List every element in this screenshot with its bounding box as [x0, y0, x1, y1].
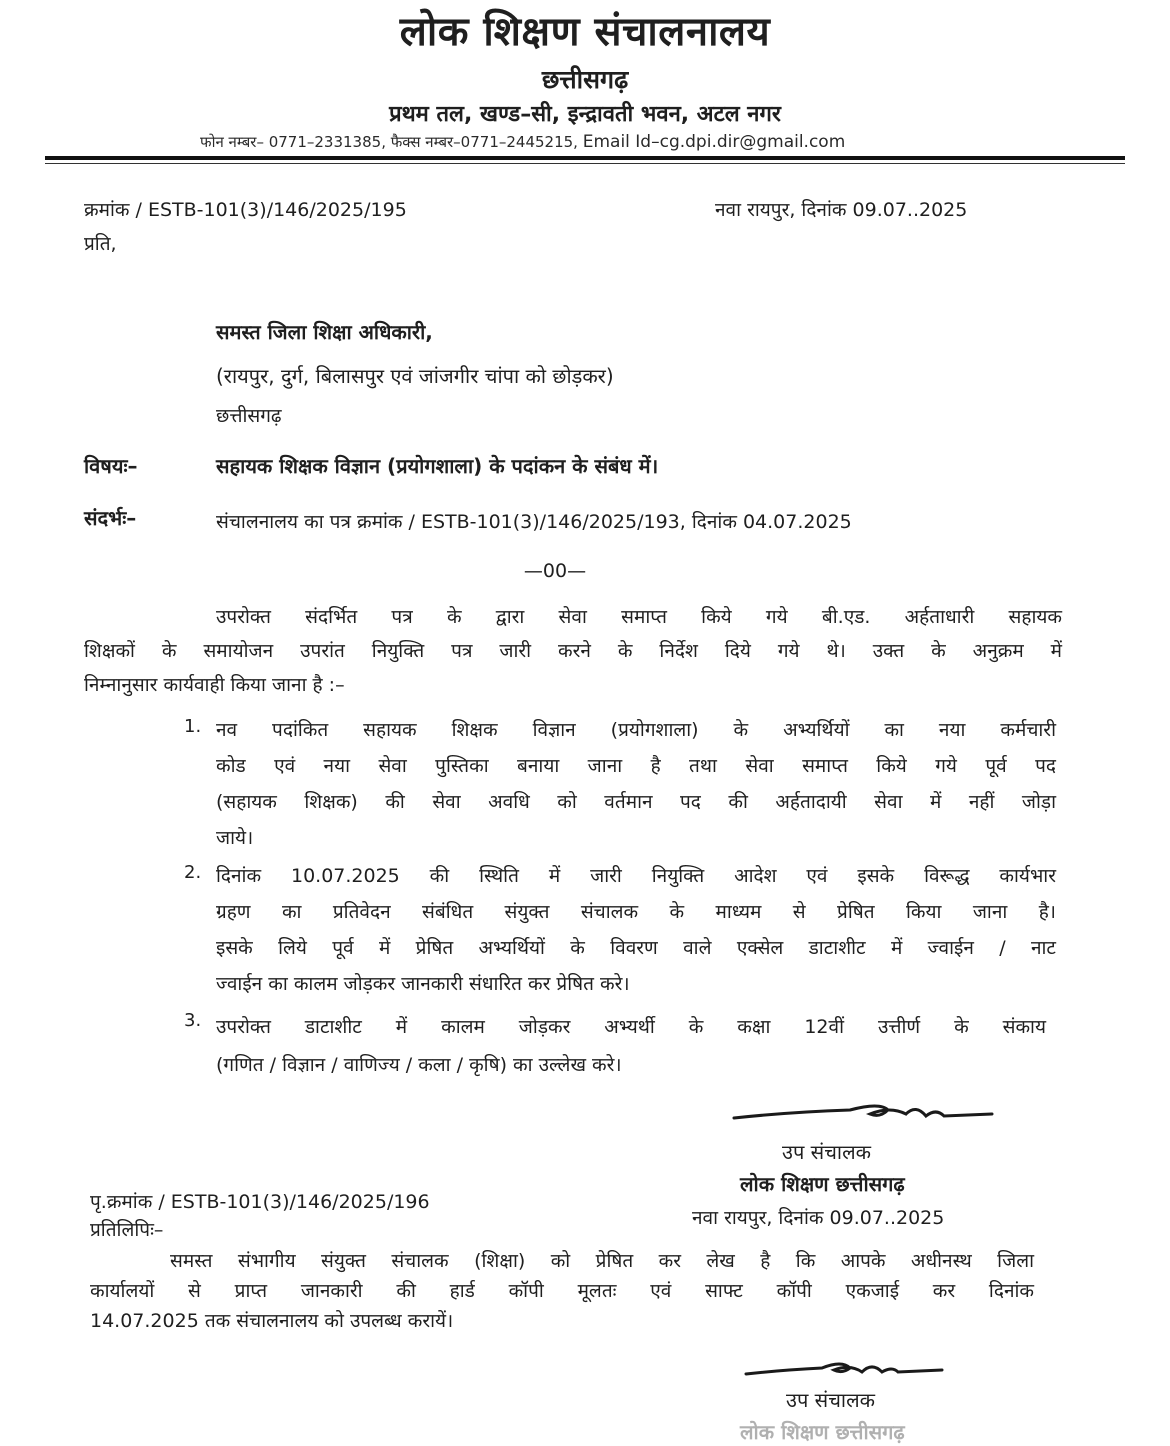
item-1-number: 1.: [184, 716, 202, 737]
letter-ref-number: क्रमांक / ESTB-101(3)/146/2025/195: [84, 199, 407, 221]
letterhead-contact: [200, 132, 845, 152]
subject-text: सहायक शिक्षक विज्ञान (प्रयोगशाला) के पदांकन के संबंध में।: [216, 454, 659, 478]
copy-line-2: कार्यालयों से प्राप्त जानकारी की हार्ड कॉपी मूलतः एवं साफ्ट कॉपी एकजाई कर दिनांक: [90, 1280, 1034, 1302]
letter-date: नवा रायपुर, दिनांक 09.07..2025: [715, 199, 968, 221]
item-2-line-3: इसके लिये पूर्व में प्रेषित अभ्यर्थियों के विवरण वाले एक्सेल डाटाशीट में ज्वाईन / नाट: [216, 937, 1056, 959]
copy-date: नवा रायपुर, दिनांक 09.07..2025: [692, 1207, 945, 1229]
item-2-line-2: ग्रहण का प्रतिवेदन संबंधित संयुक्त संचालक के माध्यम से प्रेषित किया जाना है।: [216, 901, 1056, 923]
copy-ref-number: पृ.क्रमांक / ESTB-101(3)/146/2025/196: [90, 1191, 430, 1213]
letterhead-state: छत्तीसगढ़: [541, 65, 629, 94]
intro-paragraph: [84, 600, 1062, 702]
item-3-line-2: (गणित / विज्ञान / वाणिज्य / कला / कृषि) का उल्लेख करे।: [216, 1054, 622, 1076]
item-3-text: [216, 1008, 1046, 1084]
reference-text: संचालनालय का पत्र क्रमांक / ESTB-101(3)/146/2025/193, दिनांक 04.07.2025: [216, 511, 852, 533]
item-3-line-1: उपरोक्त डाटाशीट में कालम जोड़कर अभ्यर्थी के कक्षा 12वीं उत्तीर्ण के संकाय: [216, 1016, 1046, 1038]
letterhead-rule-thin: [45, 163, 1125, 164]
signatory-1-office: लोक शिक्षण छत्तीसगढ़: [740, 1172, 905, 1196]
signature-mark-1: [730, 1092, 1000, 1132]
signatory-2-office: लोक शिक्षण छत्तीसगढ़: [740, 1420, 905, 1444]
contact-email: Email Id–cg.dpi.dir@gmail.com: [582, 132, 846, 152]
letterhead-address: प्रथम तल, खण्ड–सी, इन्द्रावती भवन, अटल नगर: [389, 102, 781, 127]
signature-mark-2: [742, 1352, 952, 1386]
recipient-line-1: समस्त जिला शिक्षा अधिकारी,: [216, 320, 433, 344]
signatory-1-designation: उप संचालक: [782, 1140, 871, 1164]
item-2-line-4: ज्वाईन का कालम जोड़कर जानकारी संधारित कर प्रेषित करे।: [216, 973, 630, 995]
reference-label: संदर्भः–: [84, 506, 137, 530]
to-label: प्रति,: [84, 233, 117, 255]
item-2-line-1: दिनांक 10.07.2025 की स्थिति में जारी नियुक्ति आदेश एवं इसके विरूद्ध कार्यभार: [216, 865, 1056, 887]
recipient-line-3: छत्तीसगढ़: [216, 405, 282, 427]
subject-label: विषयः–: [84, 454, 138, 478]
copy-paragraph: [90, 1246, 1034, 1336]
recipient-line-2: (रायपुर, दुर्ग, बिलासपुर एवं जांजगीर चांपा को छोड़कर): [216, 364, 614, 388]
item-2-text: [216, 858, 1056, 1002]
contact-phone-fax: फोन नम्बर– 0771–2331385, फैक्स नम्बर–0771–2445215,: [200, 133, 578, 151]
signatory-2-designation: उप संचालक: [786, 1388, 875, 1412]
item-1-line-1: नव पदांकित सहायक शिक्षक विज्ञान (प्रयोगशाला) के अभ्यर्थियों का नया कर्मचारी: [216, 719, 1056, 741]
copy-label: प्रतिलिपिः–: [90, 1219, 164, 1241]
intro-line-3: निम्नानुसार कार्यवाही किया जाना है :–: [84, 674, 345, 696]
intro-line-1: उपरोक्त संदर्भित पत्र के द्वारा सेवा समाप्त किये गये बी.एड. अर्हताधारी सहायक: [216, 606, 1062, 628]
letterhead-rule-thick: [45, 156, 1125, 160]
item-1-line-3: (सहायक शिक्षक) की सेवा अवधि को वर्तमान पद की अर्हतादायी सेवा में नहीं जोड़ा: [216, 791, 1056, 813]
item-3-number: 3.: [184, 1010, 202, 1031]
copy-line-1: समस्त संभागीय संयुक्त संचालक (शिक्षा) को प्रेषित कर लेख है कि आपके अधीनस्थ जिला: [170, 1250, 1034, 1272]
item-2-number: 2.: [184, 862, 202, 883]
item-1-line-4: जाये।: [216, 827, 254, 849]
intro-line-2: शिक्षकों के समायोजन उपरांत नियुक्ति पत्र जारी करने के निर्देश दिये गये थे। उक्त के अनुक्रम में: [84, 640, 1062, 662]
copy-line-3: 14.07.2025 तक संचालनालय को उपलब्ध करायें।: [90, 1310, 454, 1332]
letterhead-title: लोक शिक्षण संचालनालय: [399, 9, 771, 55]
item-1-line-2: कोड एवं नया सेवा पुस्तिका बनाया जाना है तथा सेवा समाप्त किये गये पूर्व पद: [216, 755, 1056, 777]
separator: —00—: [523, 560, 587, 582]
item-1-text: [216, 712, 1056, 856]
